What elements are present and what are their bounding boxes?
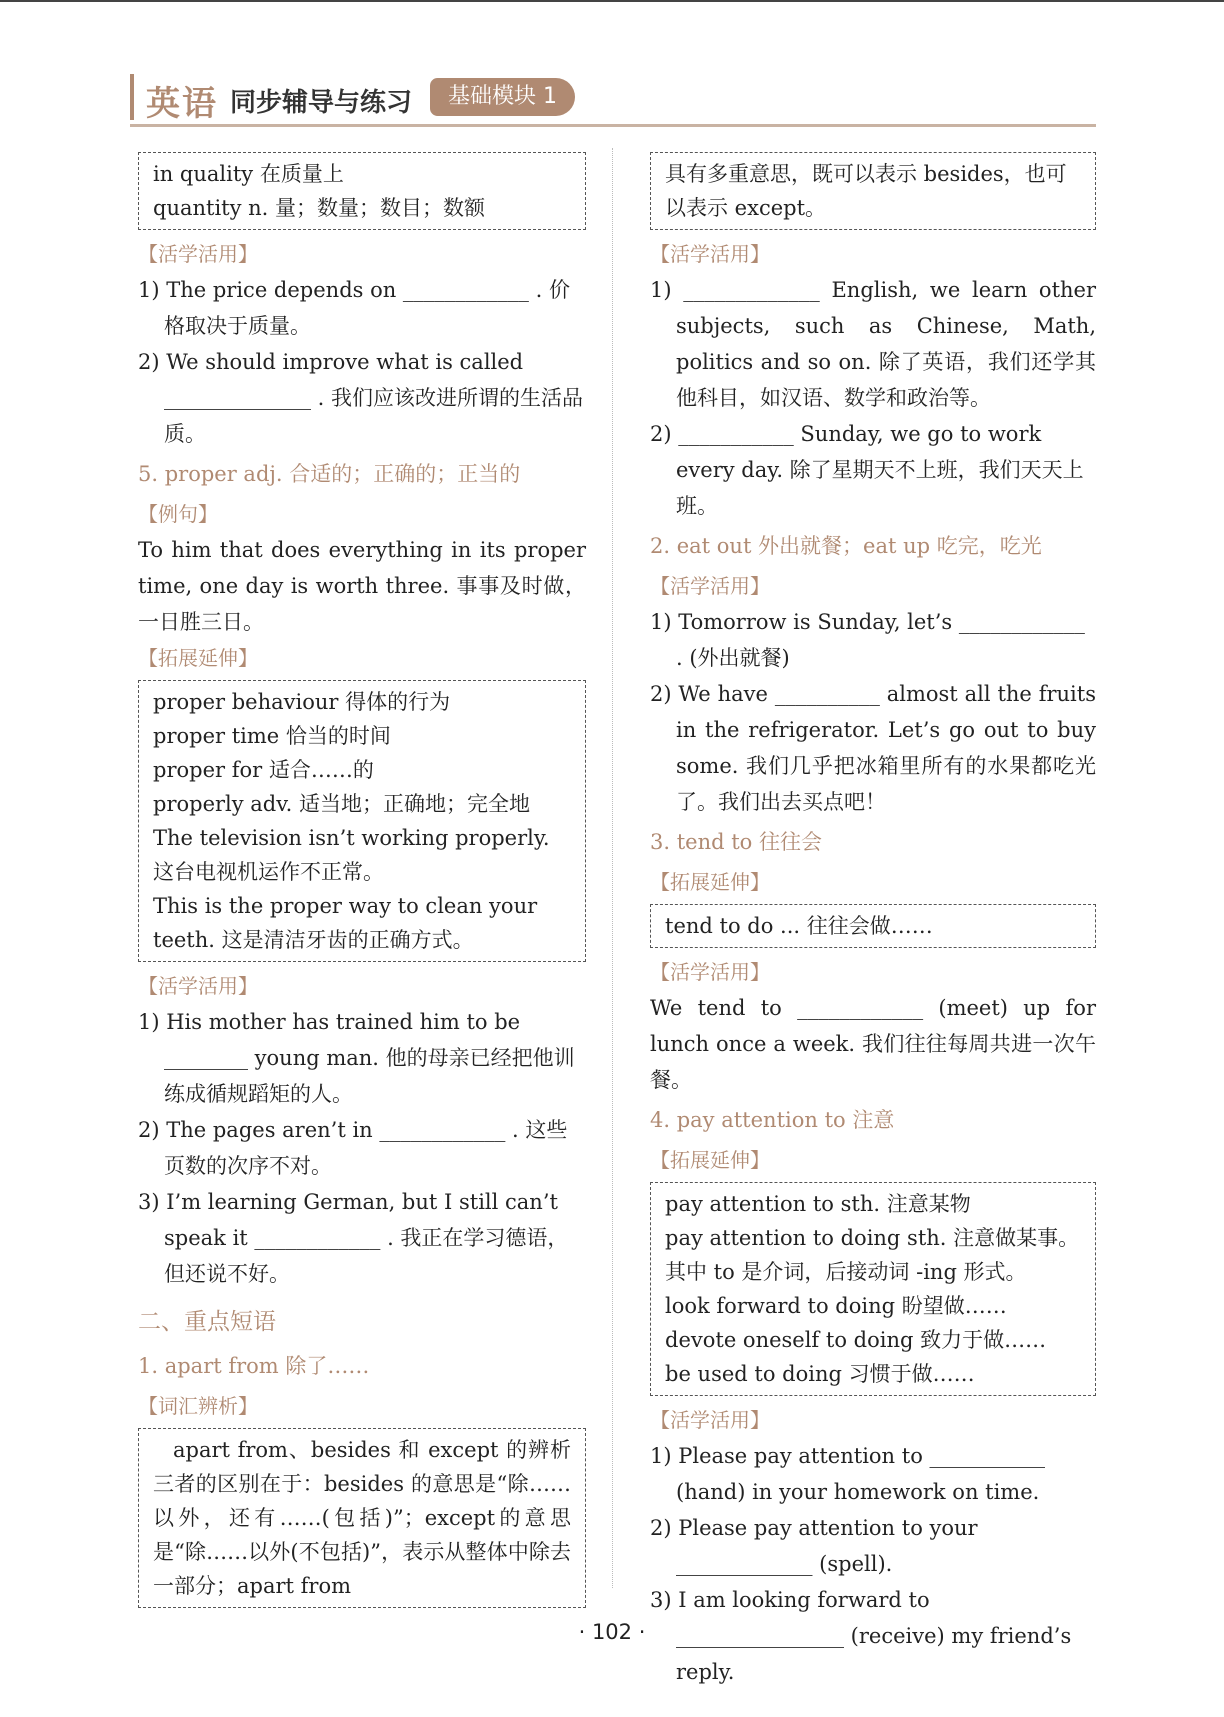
exercise: 2) The pages aren’t in ____________ . 这些页数的次序不对。	[138, 1118, 568, 1178]
box-line: quantity n. 量；数量；数目；数额	[153, 196, 486, 220]
extend-tag: 【拓展延伸】	[138, 646, 258, 670]
exercise: 2) ___________ Sunday, we go to work every day. 除了星期天不上班，我们天天上班。	[650, 422, 1084, 518]
entry-heading-eat-out: 2. eat out 外出就餐；eat up 吃完，吃光	[650, 534, 1042, 558]
column-divider	[612, 148, 613, 1588]
entry-heading-tend-to: 3. tend to 往往会	[650, 830, 822, 854]
header-book-title: 同步辅导与练习	[230, 88, 413, 118]
box-line: properly adv. 适当地；正确地；完全地	[153, 792, 530, 816]
exercise: 1) His mother has trained him to be ________ young man. 他的母亲已经把他训练成循规蹈矩的人。	[138, 1010, 575, 1106]
header-accent-bar	[130, 74, 134, 120]
box-line: pay attention to sth. 注意某物	[665, 1192, 971, 1216]
left-column	[138, 148, 586, 1614]
right-column	[650, 148, 1096, 1690]
practice-tag: 【活学活用】	[650, 242, 770, 266]
box-line: devote oneself to doing 致力于做……	[665, 1328, 1047, 1352]
box-line: look forward to doing 盼望做……	[665, 1294, 1007, 1318]
tend-to-box: tend to do ... 往往会做……	[650, 904, 1096, 948]
box-line: in quality 在质量上	[153, 162, 344, 186]
exercise: 2) Please pay attention to your _____________ (spell).	[650, 1516, 978, 1576]
box-line: proper for 适合……的	[153, 758, 374, 782]
page-number: · 102 ·	[578, 1620, 646, 1644]
quality-box	[138, 152, 586, 230]
vocab-analysis-box-continued: 具有多重意思，既可以表示 besides，也可以表示 except。	[650, 152, 1096, 230]
header-subject: 英语	[146, 84, 218, 124]
exercise: 2) We have __________ almost all the fruits in the refrigerator. Let’s go out to buy some. 我们几乎把冰箱里所有的水果都吃光了。我们出去买点吧！	[650, 682, 1096, 814]
example-tag: 【例句】	[138, 502, 218, 526]
exercise: 1) The price depends on ____________ . 价格取决于质量。	[138, 278, 570, 338]
box-line: pay attention to doing sth. 注意做某事。其中 to 是介词，后接动词 -ing 形式。	[665, 1226, 1080, 1284]
top-border	[0, 0, 1224, 2]
box-line: proper time 恰当的时间	[153, 724, 391, 748]
exercise: 3) I am looking forward to ________________ (receive) my friend’s reply.	[650, 1588, 1072, 1684]
vocab-tag: 【词汇辨析】	[138, 1394, 258, 1418]
box-line: The television isn’t working properly. 这台电视机运作不正常。	[153, 826, 550, 884]
vocab-analysis-box: apart from、besides 和 except 的辨析 三者的区别在于：besides 的意思是“除……以外，还有……(包括)”；except的意思是“除……以外(不包括)”，表示从整体中除去一部分；apart from	[138, 1428, 586, 1608]
example-sentence: To him that does everything in its proper time, one day is worth three. 事事及时做，一日胜三日。	[138, 538, 586, 634]
exercise: 1) Tomorrow is Sunday, let’s ____________ . (外出就餐)	[650, 610, 1085, 670]
practice-tag: 【活学活用】	[138, 242, 258, 266]
extend-tag: 【拓展延伸】	[650, 1148, 770, 1172]
entry-heading-pay-attention: 4. pay attention to 注意	[650, 1108, 895, 1132]
page-header	[130, 68, 1096, 126]
practice-tag: 【活学活用】	[138, 974, 258, 998]
entry-heading-apart-from: 1. apart from 除了……	[138, 1354, 370, 1378]
exercise: 1) Please pay attention to ___________ (hand) in your homework on time.	[650, 1444, 1046, 1504]
exercise: We tend to ____________ (meet) up for lunch once a week. 我们往往每周共进一次午餐。	[650, 996, 1096, 1092]
entry-heading-proper: 5. proper adj. 合适的；正确的；正当的	[138, 462, 521, 486]
practice-tag: 【活学活用】	[650, 1408, 770, 1432]
box-line: proper behaviour 得体的行为	[153, 690, 451, 714]
proper-extension-box	[138, 680, 586, 962]
practice-tag: 【活学活用】	[650, 960, 770, 984]
exercise: 3) I’m learning German, but I still can’t speak it ____________ . 我正在学习德语，但还说不好。	[138, 1190, 569, 1286]
box-line: This is the proper way to clean your teeth. 这是清洁牙齿的正确方式。	[153, 894, 538, 952]
pay-attention-box	[650, 1182, 1096, 1396]
box-line: be used to doing 习惯于做……	[665, 1362, 975, 1386]
exercise: 2) We should improve what is called ______________ . 我们应该改进所谓的生活品质。	[138, 350, 584, 446]
header-module-badge: 基础模块 1	[430, 78, 575, 116]
exercise: 1) _____________ English, we learn other subjects, such as Chinese, Math, politics and so on. 除了英语，我们还学其他科目，如汉语、数学和政治等。	[650, 278, 1096, 410]
extend-tag: 【拓展延伸】	[650, 870, 770, 894]
practice-tag: 【活学活用】	[650, 574, 770, 598]
section-title-phrases: 二、重点短语	[138, 1309, 276, 1335]
header-rule	[130, 124, 1096, 127]
